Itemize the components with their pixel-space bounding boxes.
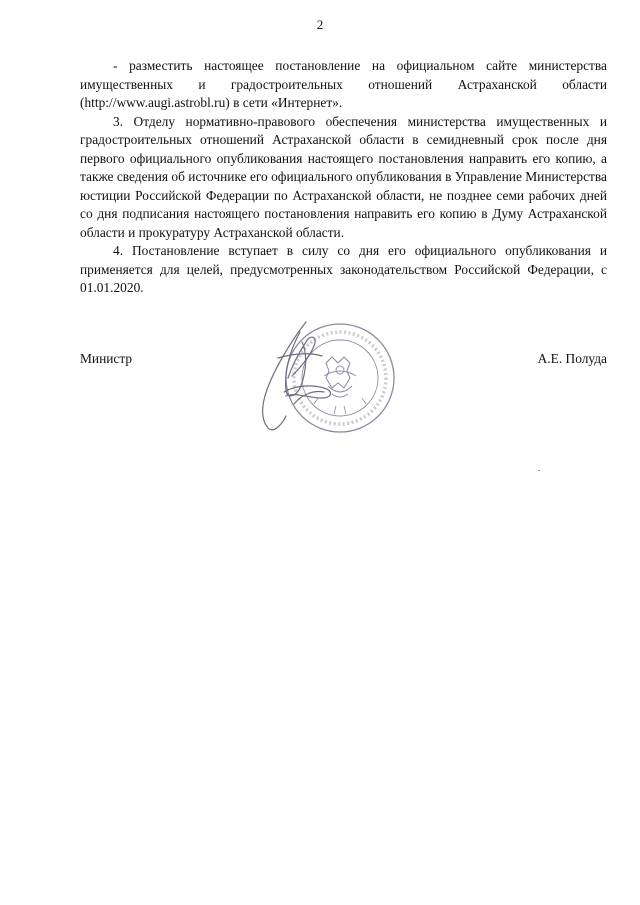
document-body bbox=[80, 57, 607, 298]
official-seal-with-signature bbox=[248, 318, 396, 438]
signer-title: Министр bbox=[80, 351, 133, 366]
paragraph-publication-item: - разместить настоящее постановление на официальном сайте министерства имущественных и градостроительных отношений Астраханской области (http://www.augi.astrobl.ru) в сети «Интернет». bbox=[80, 58, 607, 110]
scan-artifact bbox=[538, 470, 540, 471]
paragraph-item-4: 4. Постановление вступает в силу со дня его официального опубликования и применяется для целей, предусмотренных законодательством Российской Федерации, с 01.01.2020. bbox=[80, 243, 607, 295]
page-number: 2 bbox=[316, 17, 324, 32]
signer-name: А.Е. Полуда bbox=[537, 351, 607, 366]
paragraph-item-3: 3. Отделу нормативно-правового обеспечения министерства имущественных и градостроительных отношений Астраханской области в семидневный срок после дня первого официального опубликования настоящего постановления направить его копию, а также сведения об источнике его официального опубликования в Управление Министерства юстиции Российской Федерации по Астраханской области, не позднее семи рабочих дней со дня подписания настоящего постановления направить его копию в Думу Астраханской области и прокуратуру Астраханской области. bbox=[80, 113, 607, 240]
